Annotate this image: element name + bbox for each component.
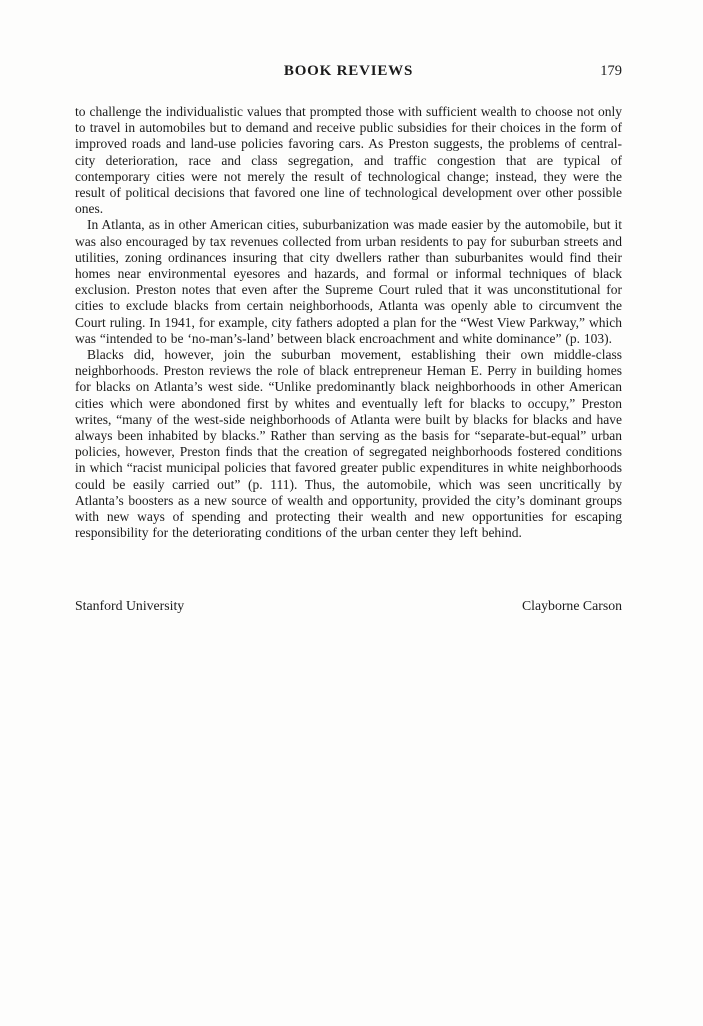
review-paragraph: Blacks did, however, join the suburban movement, establishing their own middle-class neighborhoods. Preston reviews the role of black entrepreneur Heman E. Perry in building homes for blacks on Atlanta’s west side. “Unlike predominantly black neighborhoods in other American cities which were abondoned first by whites and eventually left for blacks to occupy,” Preston writes, “many of the west-side neighborhoods of Atlanta were built by blacks for blacks and have always been inhabited by blacks.” Rather than serving as the basis for “separate-but-equal” urban policies, however, Preston finds that the creation of segregated neighborhoods fostered conditions in which “racist municipal policies that favored greater public expenditures in white neighborhoods could be easily carried out” (p. 111). Thus, the automobile, which was seen uncritically by Atlanta’s boosters as a new source of wealth and opportunity, provided the city’s dominant groups with new ways of spending and protecting their wealth and new opportunities for escaping responsibility for the deteriorating conditions of the urban center they left behind. [75, 347, 622, 541]
review-paragraph: to challenge the individualistic values that prompted those with sufficient wealth to choose not only to travel in automobiles but to demand and receive public subsidies for their choices in the form of improved roads and land-use policies favoring cars. As Preston suggests, the problems of central-city deterioration, race and class segregation, and traffic congestion that are typical of contemporary cities were not merely the result of technological change; instead, they were the result of political decisions that favored one line of technological development over other possible ones. [75, 104, 622, 217]
page-title: BOOK REVIEWS [283, 63, 414, 79]
review-paragraph: In Atlanta, as in other American cities, suburbanization was made easier by the automobile, but it was also encouraged by tax revenues collected from urban residents to pay for suburban streets and utilities, zoning ordinances insuring that city dwellers rather than suburbanites would find their homes near environmental eyesores and hazards, and formal or informal techniques of black exclusion. Preston notes that even after the Supreme Court ruled that it was unconstitutional for cities to exclude blacks from certain neighborhoods, Atlanta was openly able to circumvent the Court ruling. In 1941, for example, city fathers adopted a plan for the “West View Parkway,” which was “intended to be ‘no-man’s-land’ between black encroachment and white dominance” (p. 103). [75, 217, 622, 346]
review-body [75, 104, 622, 541]
reviewer-name: Clayborne Carson [521, 598, 622, 613]
signature-line [75, 598, 622, 614]
running-head [75, 63, 622, 81]
page-number: 179 [600, 63, 622, 79]
reviewer-affiliation: Stanford University [75, 598, 185, 613]
